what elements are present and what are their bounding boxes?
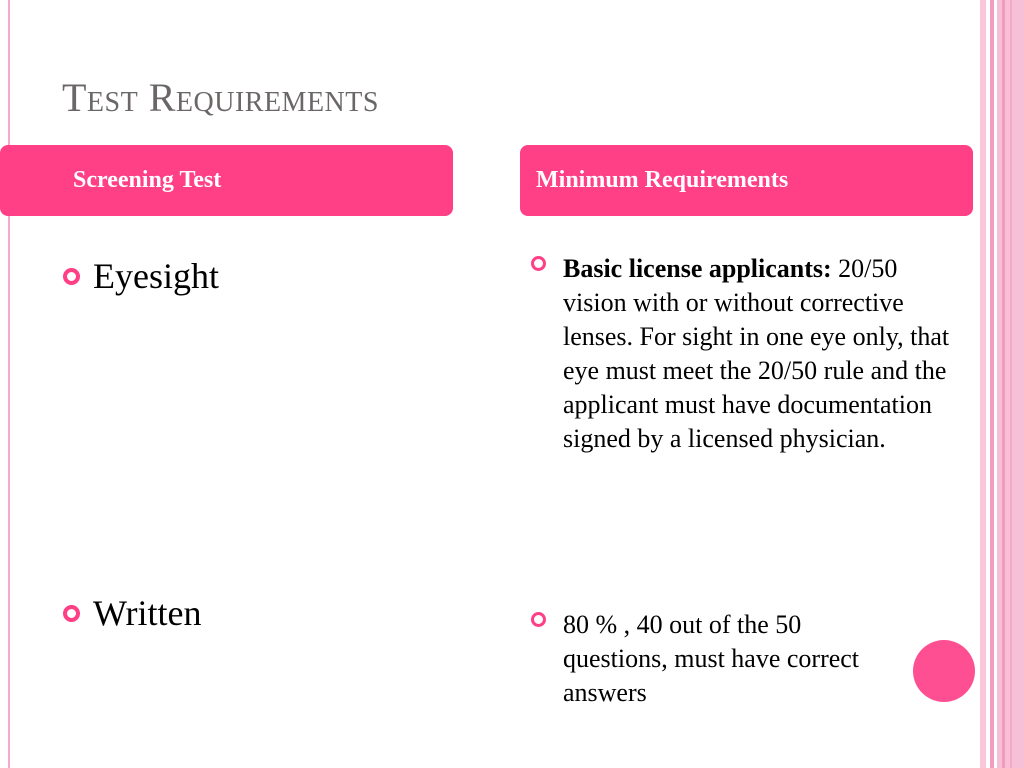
column-header-screening-test [0,145,453,216]
bullet-ring-icon [63,605,80,622]
column-header-minimum-requirements [520,145,973,216]
requirement-eyesight [563,252,963,456]
bullet-ring-icon [63,268,80,285]
right-decorative-stripes [980,0,1024,768]
column-header-label: Screening Test [73,167,222,193]
requirement-text: 20/50 vision with or without corrective lenses. For sight in one eye only, that eye must meet the 20/50 rule and the applicant must have documentation signed by a licensed physician. [563,254,950,453]
requirement-text: 80 % , 40 out of the 50 questions, must have correct answers [563,610,860,707]
slide-title: Test Requirements [62,75,379,120]
decorative-pink-circle [913,640,975,702]
bullet-ring-icon [531,256,546,271]
column-header-label: Minimum Requirements [536,167,789,193]
list-item-label: Eyesight [93,256,219,296]
bullet-ring-icon [531,612,546,627]
list-item-written [63,592,202,634]
list-item-eyesight [63,255,219,297]
requirement-heading: Basic license applicants: [563,254,832,283]
left-border-line [8,0,10,768]
list-item-label: Written [93,593,202,633]
requirement-written [563,608,903,710]
